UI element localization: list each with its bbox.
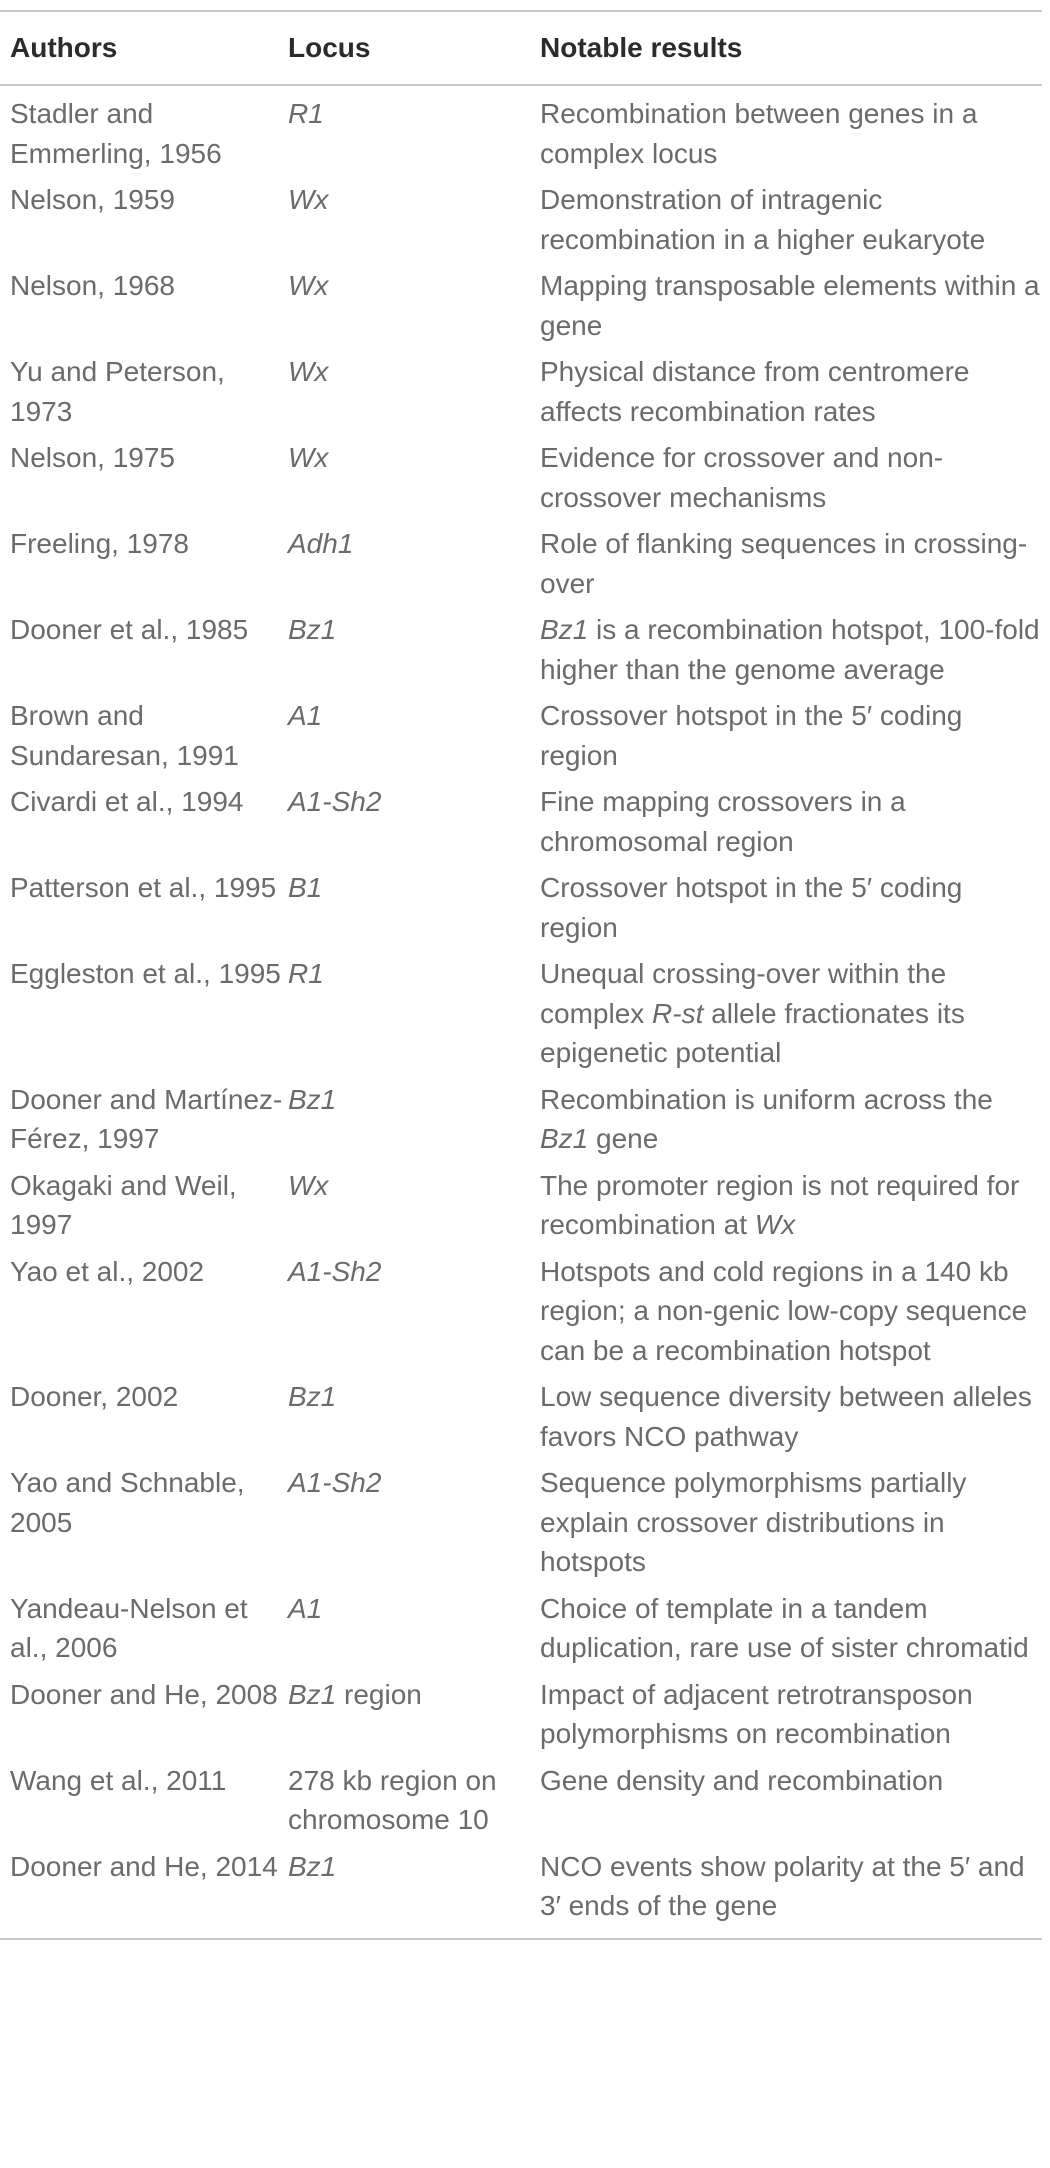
cell-authors: Yao et al., 2002	[10, 1255, 205, 1287]
cell-authors: Wang et al., 2011	[10, 1764, 227, 1796]
cell-notable-results	[540, 782, 1042, 868]
cell-notable-results	[540, 524, 1042, 610]
table-row	[0, 266, 1042, 352]
table-row	[0, 1252, 1042, 1378]
cell-locus-text: A1	[288, 1592, 323, 1624]
table-header	[0, 11, 1042, 85]
cell-notable-results-text: The promoter region is not required for recombination at	[540, 1169, 1020, 1240]
cell-authors: Brown and Sundaresan, 1991	[10, 700, 239, 771]
cell-locus	[288, 782, 540, 868]
cell-locus	[288, 610, 540, 696]
header-notable-results: Notable results	[540, 11, 1042, 85]
table-row	[0, 1675, 1042, 1761]
table-row	[0, 1080, 1042, 1166]
cell-notable-results	[540, 1377, 1042, 1463]
cell-notable-results-text: Unequal crossing-over within the complex	[540, 958, 947, 1029]
cell-notable-results-text: Mapping transposable elements within a gene	[540, 270, 1040, 341]
cell-locus-text: B1	[288, 872, 323, 903]
cell-locus	[288, 1589, 540, 1675]
cell-locus	[288, 1761, 540, 1847]
cell-notable-results-text: NCO events show polarity at the 5′ and 3′ ends of the gene	[540, 1850, 1025, 1921]
table-row	[0, 610, 1042, 696]
cell-notable-results-text: Bz1	[540, 614, 589, 645]
cell-locus	[288, 1847, 540, 1939]
cell-authors: Dooner, 2002	[10, 1381, 179, 1412]
cell-notable-results-text: Recombination is uniform across the	[540, 1083, 993, 1115]
cell-notable-results	[540, 1080, 1042, 1166]
cell-locus	[288, 1377, 540, 1463]
cell-locus	[288, 438, 540, 524]
cell-notable-results-text: Gene density and recombination	[540, 1764, 944, 1796]
cell-locus	[288, 954, 540, 1080]
cell-notable-results-text: is a recombination hotspot, 100-fold higher than the genome average	[540, 614, 1040, 685]
cell-locus-text: Adh1	[288, 528, 354, 559]
table-row	[0, 1377, 1042, 1463]
cell-locus-text: Bz1	[288, 1083, 337, 1115]
cell-authors: Dooner and Martínez-Férez, 1997	[10, 1083, 283, 1154]
cell-notable-results-text: Low sequence diversity between alleles favors NCO pathway	[540, 1381, 1032, 1452]
cell-notable-results	[540, 1761, 1042, 1847]
cell-locus-text: 278 kb region on chromosome 10	[288, 1764, 497, 1835]
cell-locus	[288, 524, 540, 610]
table-row	[0, 1463, 1042, 1589]
cell-authors: Nelson, 1968	[10, 270, 176, 301]
table-row	[0, 85, 1042, 180]
cell-notable-results-text: Crossover hotspot in the 5′ coding region	[540, 872, 963, 943]
cell-locus	[288, 352, 540, 438]
table-row	[0, 352, 1042, 438]
cell-notable-results	[540, 1463, 1042, 1589]
cell-locus	[288, 1080, 540, 1166]
cell-authors: Yandeau-Nelson et al., 2006	[10, 1592, 248, 1663]
cell-notable-results	[540, 696, 1042, 782]
cell-notable-results-text: Crossover hotspot in the 5′ coding region	[540, 700, 963, 771]
header-locus: Locus	[288, 11, 540, 85]
table-row	[0, 1761, 1042, 1847]
cell-notable-results-text: Impact of adjacent retrotransposon polymorphisms on recombination	[540, 1678, 973, 1749]
cell-notable-results-text: allele fractionates its epigenetic potential	[540, 997, 965, 1068]
cell-authors: Freeling, 1978	[10, 528, 190, 559]
cell-locus	[288, 85, 540, 180]
cell-notable-results-text: Wx	[754, 1209, 796, 1240]
cell-notable-results	[540, 868, 1042, 954]
cell-notable-results-text: Bz1	[540, 1123, 589, 1154]
cell-notable-results-text: Choice of template in a tandem duplication, rare use of sister chromatid	[540, 1592, 1029, 1663]
cell-locus-text: Bz1	[288, 1850, 337, 1882]
cell-locus-text: A1-Sh2	[288, 1255, 382, 1287]
cell-authors: Nelson, 1959	[10, 184, 176, 215]
cell-locus-text: Wx	[288, 270, 329, 301]
cell-notable-results	[540, 1166, 1042, 1252]
cell-authors: Nelson, 1975	[10, 442, 176, 473]
cell-notable-results-text: Sequence polymorphisms partially explain crossover distributions in hotspots	[540, 1467, 967, 1577]
cell-authors: Okagaki and Weil, 1997	[10, 1169, 237, 1240]
cell-notable-results-text: R-st	[652, 997, 704, 1029]
cell-notable-results-text: Fine mapping crossovers in a chromosomal region	[540, 786, 906, 857]
table-row	[0, 868, 1042, 954]
cell-authors: Yu and Peterson, 1973	[10, 356, 225, 427]
cell-notable-results	[540, 1252, 1042, 1378]
cell-locus-text: R1	[288, 98, 324, 129]
table-row	[0, 954, 1042, 1080]
table-row	[0, 782, 1042, 868]
cell-notable-results	[540, 85, 1042, 180]
cell-notable-results	[540, 954, 1042, 1080]
cell-locus-text: R1	[288, 958, 324, 989]
cell-notable-results	[540, 1589, 1042, 1675]
table-row	[0, 180, 1042, 266]
table-row	[0, 524, 1042, 610]
table-row	[0, 1166, 1042, 1252]
cell-authors: Eggleston et al., 1995	[10, 958, 281, 989]
table-row	[0, 696, 1042, 782]
cell-locus	[288, 868, 540, 954]
cell-locus-text: Bz1	[288, 1381, 337, 1412]
cell-locus-text: Bz1	[288, 614, 337, 645]
cell-notable-results	[540, 266, 1042, 352]
cell-authors: Dooner et al., 1985	[10, 614, 249, 645]
cell-notable-results	[540, 438, 1042, 524]
cell-authors: Patterson et al., 1995	[10, 872, 277, 903]
cell-notable-results-text: Hotspots and cold regions in a 140 kb region; a non-genic low-copy sequence can be a recombination hotspot	[540, 1255, 1028, 1366]
cell-locus	[288, 1675, 540, 1761]
cell-locus-text: Wx	[288, 442, 329, 473]
cell-locus-text: A1	[288, 700, 323, 731]
cell-notable-results	[540, 352, 1042, 438]
table-body	[0, 85, 1042, 1939]
cell-notable-results	[540, 180, 1042, 266]
cell-locus	[288, 266, 540, 352]
cell-notable-results-text: Demonstration of intragenic recombination in a higher eukaryote	[540, 184, 986, 255]
cell-locus	[288, 180, 540, 266]
cell-authors: Dooner and He, 2014	[0, 1847, 288, 1939]
header-authors: Authors	[0, 11, 288, 85]
cell-locus-text: Wx	[288, 1169, 329, 1201]
cell-authors: Civardi et al., 1994	[10, 786, 244, 817]
cell-notable-results-text: Role of flanking sequences in crossing-over	[540, 528, 1028, 599]
cell-notable-results-text: Evidence for crossover and non-crossover mechanisms	[540, 442, 944, 513]
cell-notable-results	[540, 610, 1042, 696]
cell-locus-text: Wx	[288, 184, 329, 215]
cell-locus	[288, 696, 540, 782]
cell-locus	[288, 1463, 540, 1589]
cell-authors: Dooner and He, 2008	[10, 1678, 278, 1710]
cell-notable-results-text: Physical distance from centromere affects recombination rates	[540, 356, 970, 427]
cell-authors: Yao and Schnable, 2005	[10, 1467, 245, 1538]
cell-locus-text: A1-Sh2	[288, 786, 382, 817]
table-row	[0, 1589, 1042, 1675]
table-row	[0, 438, 1042, 524]
cell-authors: Stadler and Emmerling, 1956	[10, 98, 222, 169]
cell-locus-text: region	[336, 1678, 422, 1710]
cell-notable-results-text: gene	[588, 1123, 659, 1154]
header-row	[0, 11, 1042, 85]
cell-locus-text: A1-Sh2	[288, 1467, 382, 1498]
cell-notable-results	[540, 1847, 1042, 1939]
cell-locus-text: Wx	[288, 356, 329, 387]
cell-locus-text: Bz1	[288, 1678, 337, 1710]
recombination-studies-table	[0, 10, 1042, 1940]
cell-locus	[288, 1166, 540, 1252]
table-row	[0, 1847, 1042, 1939]
cell-notable-results-text: Recombination between genes in a complex locus	[540, 98, 978, 169]
cell-locus	[288, 1252, 540, 1378]
cell-notable-results	[540, 1675, 1042, 1761]
